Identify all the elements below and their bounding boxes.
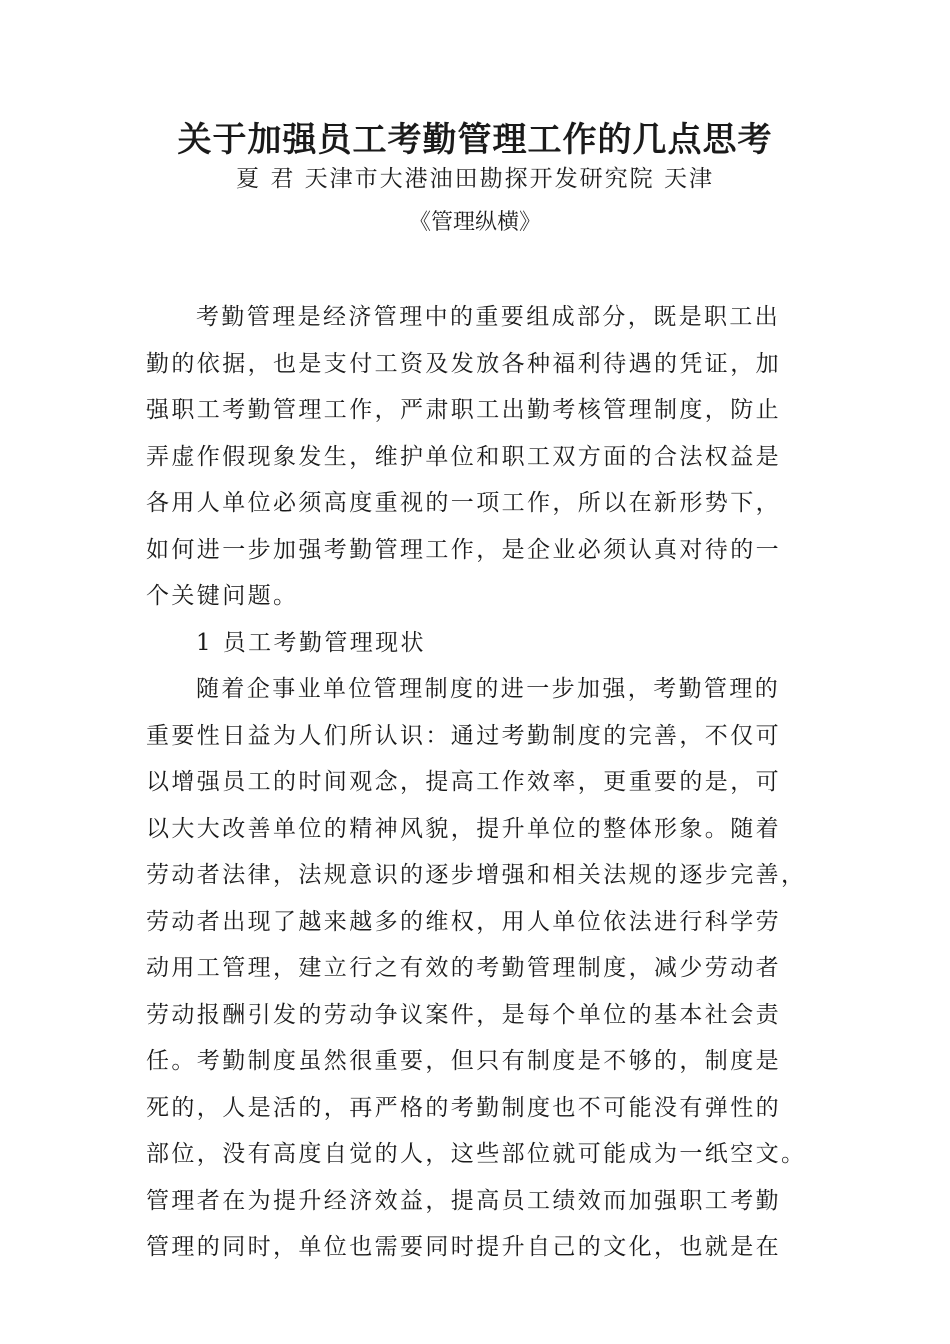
- document-title: 关于加强员工考勤管理工作的几点思考: [177, 120, 773, 160]
- text-line: 考勤管理是经济管理中的重要组成部分，既是职工出: [196, 304, 781, 330]
- text-line: 任。考勤制度虽然很重要，但只有制度是不够的，制度是: [146, 1048, 781, 1074]
- text-line: 勤的依据，也是支付工资及发放各种福利待遇的凭证，加: [146, 350, 781, 377]
- text-line: 部位，没有高度自觉的人，这些部位就可能成为一纸空文。: [146, 1141, 807, 1167]
- text-line: 各用人单位必须高度重视的一项工作，所以在新形势下，: [146, 490, 781, 516]
- text-line: 劳动者出现了越来越多的维权，用人单位依法进行科学劳: [146, 908, 781, 935]
- text-line: 强职工考勤管理工作，严肃职工出勤考核管理制度，防止: [146, 397, 781, 423]
- text-line: 劳动者法律，法规意识的逐步增强和相关法规的逐步完善，: [146, 862, 807, 888]
- text-line: 以大大改善单位的精神风貌，提升单位的整体形象。随着: [146, 815, 781, 842]
- text-line: 管理的同时，单位也需要同时提升自己的文化，也就是在: [146, 1234, 781, 1260]
- text-line: 如何进一步加强考勤管理工作，是企业必须认真对待的一: [146, 536, 781, 563]
- document-body: [146, 294, 806, 1271]
- text-line: 以增强员工的时间观念，提高工作效率，更重要的是，可: [146, 769, 781, 795]
- section-heading: 1 员工考勤管理现状: [196, 629, 426, 656]
- text-line: 死的，人是活的，再严格的考勤制度也不可能没有弹性的: [146, 1094, 781, 1121]
- text-line: 劳动报酬引发的劳动争议案件，是每个单位的基本社会责: [146, 1001, 781, 1028]
- text-line: 随着企事业单位管理制度的进一步加强，考勤管理的: [196, 676, 781, 702]
- text-line: 个关键问题。: [146, 583, 299, 609]
- text-line: 重要性日益为人们所认识：通过考勤制度的完善，不仅可: [146, 722, 781, 749]
- text-line: 动用工管理，建立行之有效的考勤管理制度，减少劳动者: [146, 955, 781, 981]
- author-line: 夏 君 天津市大港油田勘探开发研究院 天津: [236, 166, 714, 192]
- text-line: 管理者在为提升经济效益，提高员工绩效而加强职工考勤: [146, 1187, 781, 1214]
- source-line: 《管理纵横》: [408, 210, 541, 235]
- text-line: 弄虚作假现象发生，维护单位和职工双方面的合法权益是: [146, 443, 781, 470]
